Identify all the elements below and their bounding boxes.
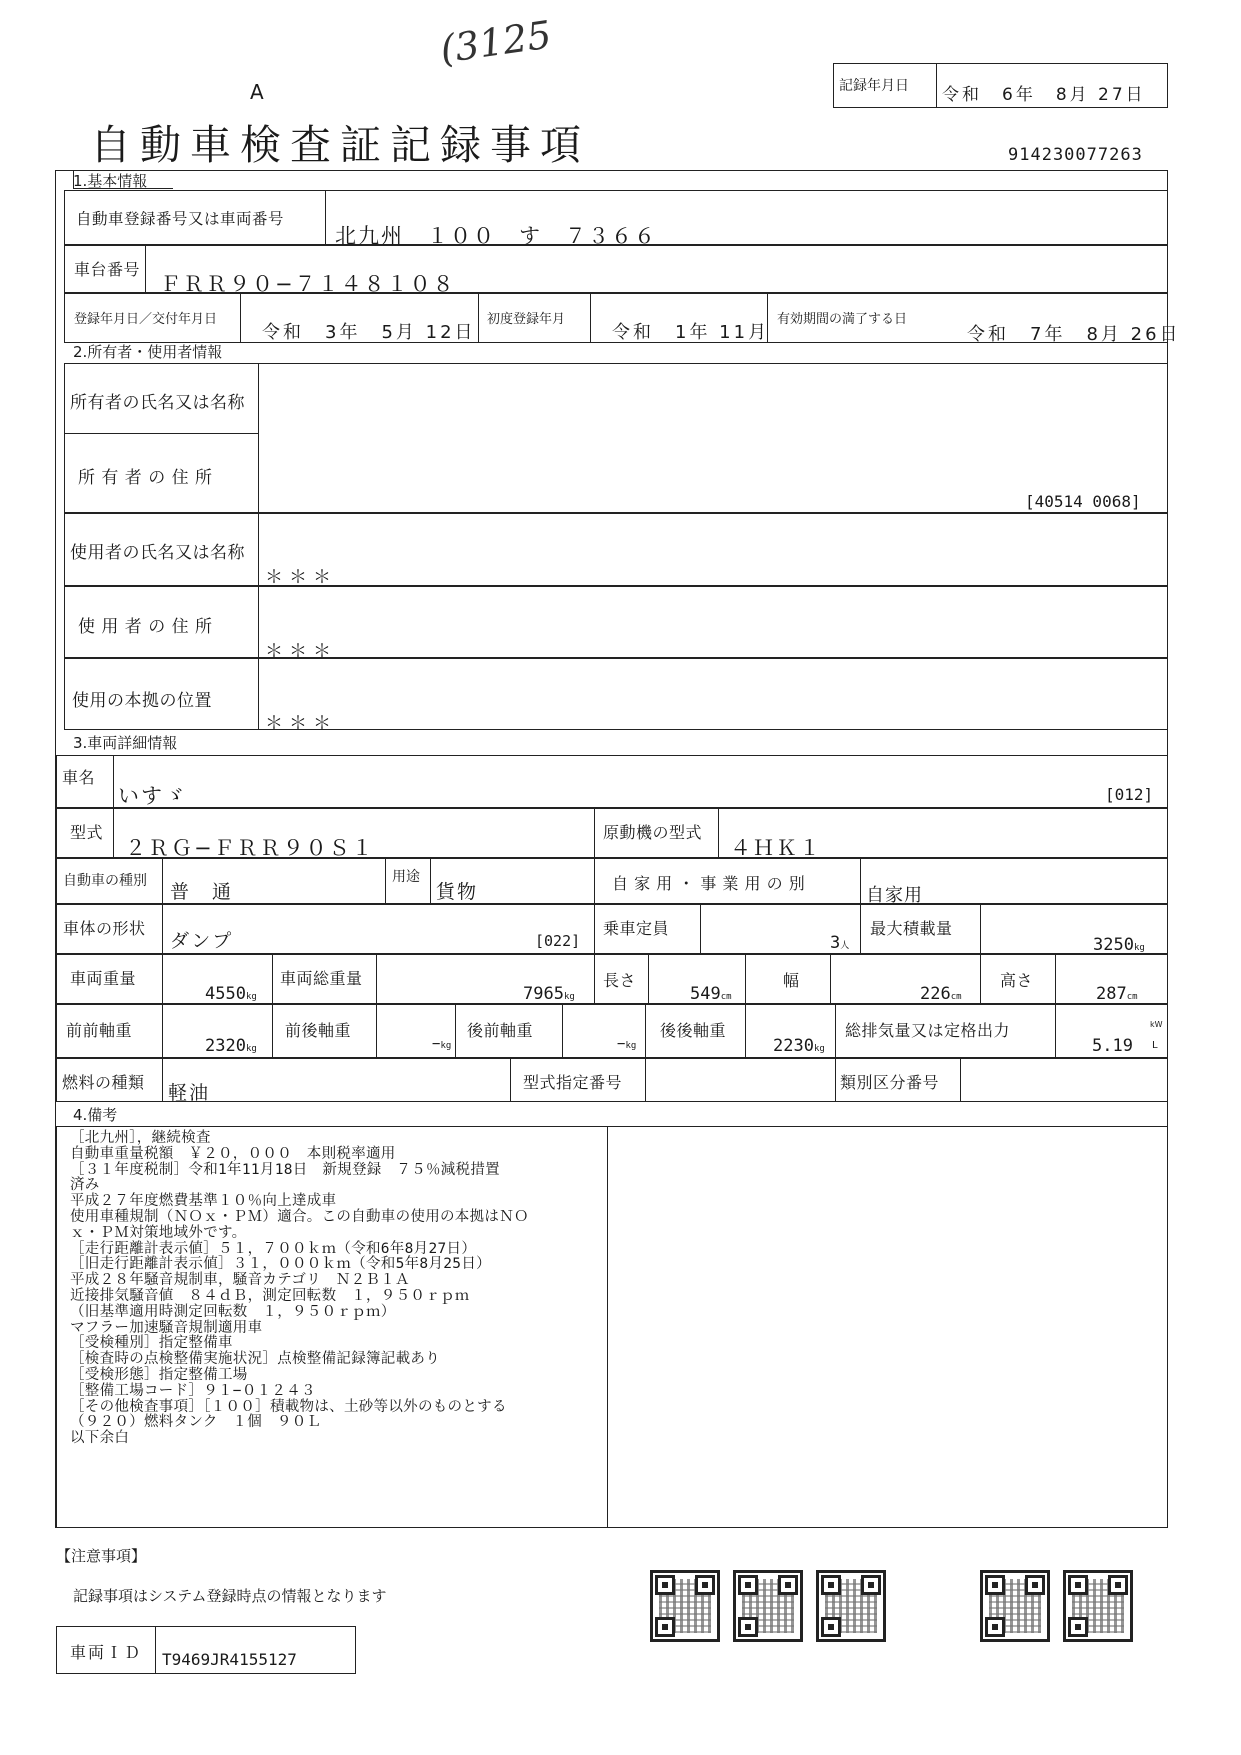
remarks-line: ｘ・ＰＭ対策地域外です。 <box>70 1224 247 1241</box>
capacity-value: 3人 <box>830 933 850 953</box>
owner-address-label: 所 有 者 の 住 所 <box>78 468 213 488</box>
chassis-number-value: ＦＲＲ９０−７１４８１０８ <box>160 272 456 296</box>
document-title: 自動車検査証記録事項 <box>90 121 590 169</box>
use-value: 貨物 <box>436 881 479 903</box>
length-label: 長さ <box>603 971 637 990</box>
remarks-line: （９２０）燃料タンク １個 ９０Ｌ <box>70 1414 322 1431</box>
business-use-value: 自家用 <box>866 885 923 906</box>
first-registration-label: 初度登録年月 <box>487 312 566 327</box>
notes-text: 記録事項はシステム登録時点の情報となります <box>73 1587 387 1605</box>
record-date-value: 令和 6年 8月 27日 <box>942 85 1146 105</box>
gross-weight-value: 7965kg <box>523 984 575 1004</box>
owner-name-label: 所有者の氏名又は名称 <box>70 393 245 413</box>
rear-rear-axle-value: 2230kg <box>773 1036 825 1056</box>
remarks-line: ［走行距離計表示値］５１，７００ｋｍ（令和6年8月27日） <box>70 1240 477 1257</box>
front-front-axle-value: 2320kg <box>205 1036 257 1056</box>
front-rear-axle-unit: kg <box>440 1041 452 1051</box>
user-address-value: ＊＊＊ <box>265 641 337 662</box>
body-shape-label: 車体の形状 <box>63 919 146 938</box>
type-designation-label: 型式指定番号 <box>523 1073 623 1092</box>
base-location-label: 使用の本拠の位置 <box>72 691 212 711</box>
height-value: 287cm <box>1096 984 1138 1004</box>
model-label: 型式 <box>70 823 104 842</box>
remarks-line: 平成２８年騒音規制車，騒音カテゴリ Ｎ２Ｂ１Ａ <box>70 1272 410 1289</box>
vehicle-id-label: 車両ＩＤ <box>70 1643 143 1662</box>
car-name-code: [012] <box>1105 785 1154 804</box>
remarks-line: ［３１年度税制］令和1年11月18日 新規登録 ７５％減税措置 <box>70 1161 500 1178</box>
front-front-axle-unit: kg <box>245 1044 257 1054</box>
registration-date-label: 登録年月日／交付年月日 <box>74 312 218 327</box>
rear-front-axle-unit: kg <box>625 1041 637 1051</box>
owner-block <box>64 363 1168 513</box>
capacity-label: 乗車定員 <box>603 919 670 938</box>
qr-code-2 <box>733 1570 803 1642</box>
remarks-line: ［検査時の点検整備実施状況］点検整備記録簿記載あり <box>70 1351 440 1368</box>
document-number: 914230077263 <box>1008 145 1143 165</box>
front-rear-axle-value: −kg <box>432 1036 452 1052</box>
qr-code-5 <box>1063 1570 1133 1642</box>
remarks-line: ［受検形態］指定整備工場 <box>70 1366 248 1383</box>
expiry-date-label: 有効期間の満了する日 <box>777 312 908 327</box>
engine-model-label: 原動機の型式 <box>603 823 703 842</box>
remarks-line: 以下余白 <box>70 1430 130 1447</box>
base-location-value: ＊＊＊ <box>265 713 337 734</box>
vehicle-weight-value: 4550kg <box>205 984 257 1004</box>
rear-front-axle-value: −kg <box>617 1036 637 1052</box>
displacement-unit-l: L <box>1152 1040 1158 1051</box>
handwritten-note: (3125 <box>437 12 555 72</box>
section-4-heading: 4.備考 <box>73 1106 118 1124</box>
displacement-value: 5.19 <box>1092 1036 1133 1056</box>
section-2-heading: 2.所有者・使用者情報 <box>73 343 223 361</box>
business-use-label: 自 家 用 ・ 事 業 用 の 別 <box>612 874 806 893</box>
body-shape-code: [022] <box>535 932 581 950</box>
remarks-line: 近接排気騒音値 ８４ｄＢ，測定回転数 １，９５０ｒｐｍ <box>70 1287 470 1304</box>
displacement-label: 総排気量又は定格出力 <box>845 1021 1011 1040</box>
chassis-number-label: 車台番号 <box>74 260 141 279</box>
user-name-label: 使用者の氏名又は名称 <box>70 543 245 563</box>
vehicle-kind-label: 自動車の種別 <box>63 873 147 889</box>
remarks-line: 自動車重量税額 ￥２０，０００ 本則税率適用 <box>70 1145 396 1162</box>
length-unit: cm <box>720 992 732 1002</box>
height-label: 高さ <box>1000 971 1034 990</box>
category-number-label: 類別区分番号 <box>840 1073 940 1092</box>
qr-code-4 <box>980 1570 1050 1642</box>
qr-code-3 <box>816 1570 886 1642</box>
width-label: 幅 <box>783 971 800 990</box>
displacement-unit-kw: kW <box>1150 1020 1163 1029</box>
rear-rear-axle-unit: kg <box>813 1044 825 1054</box>
rear-rear-axle-label: 後後軸重 <box>660 1021 727 1040</box>
gross-weight-unit: kg <box>563 992 575 1002</box>
user-name-value: ＊＊＊ <box>265 567 337 588</box>
registration-number-label: 自動車登録番号又は車両番号 <box>76 210 285 228</box>
base-location-row <box>64 658 1168 730</box>
engine-model-value: ４ＨＫ１ <box>730 836 822 860</box>
vehicle-weight-label: 車両重量 <box>70 969 137 988</box>
first-registration-value: 令和 1年 11月 <box>612 322 770 343</box>
car-name-label: 車名 <box>62 768 96 787</box>
qr-code-1 <box>650 1570 720 1642</box>
vehicle-weight-unit: kg <box>245 992 257 1002</box>
remarks-line: ［北九州］，継続検査 <box>70 1130 211 1146</box>
remarks-line: 使用車種規制（ＮＯｘ・ＰＭ）適合。この自動車の使用の本拠はＮＯ <box>70 1208 529 1225</box>
width-unit: cm <box>950 992 962 1002</box>
vehicle-id-value: T9469JR4155127 <box>162 1650 297 1669</box>
remarks-line: 済み <box>70 1177 100 1194</box>
copy-mark: A <box>250 80 264 104</box>
section-1-heading: 1.基本情報 <box>73 172 148 190</box>
use-label: 用途 <box>392 869 420 885</box>
remarks-line: （旧基準適用時測定回転数 １，９５０ｒｐｍ） <box>70 1303 396 1320</box>
record-date-label: 記録年月日 <box>839 78 909 94</box>
user-address-row <box>64 586 1168 658</box>
max-load-value: 3250kg <box>1093 935 1145 955</box>
remarks-line: ［整備工場コード］９１−０１２４３ <box>70 1382 316 1399</box>
car-name-value: いすゞ <box>118 784 187 808</box>
fuel-type-value: 軽油 <box>168 1082 211 1104</box>
vehicle-kind-value: 普 通 <box>170 881 234 903</box>
registration-date-value: 令和 3年 5月 12日 <box>262 322 476 343</box>
owner-address-code: [40514 0068] <box>1025 492 1141 511</box>
fuel-type-label: 燃料の種類 <box>62 1073 145 1092</box>
remarks-line: 平成２７年度燃費基準１０％向上達成車 <box>70 1193 337 1210</box>
front-front-axle-label: 前前軸重 <box>66 1021 133 1040</box>
height-unit: cm <box>1126 992 1138 1002</box>
model-value: ２ＲＧ−ＦＲＲ９０Ｓ１ <box>125 836 375 860</box>
registration-number-value: 北九州 １００ す ７３６６ <box>335 224 657 248</box>
body-shape-value: ダンプ <box>170 930 234 952</box>
capacity-unit: 人 <box>840 941 850 951</box>
notes-heading: 【注意事項】 <box>56 1547 147 1565</box>
car-name-row <box>56 755 1168 808</box>
length-value: 549cm <box>690 984 732 1004</box>
expiry-date-value: 令和 7年 8月 26日 <box>967 324 1181 345</box>
max-load-unit: kg <box>1133 943 1145 953</box>
gross-weight-label: 車両総重量 <box>280 969 363 988</box>
remarks-text <box>70 1131 529 1447</box>
remarks-line: マフラー加速騒音規制適用車 <box>70 1319 263 1336</box>
remarks-line: ［受検種別］指定整備車 <box>70 1335 233 1352</box>
front-rear-axle-label: 前後軸重 <box>285 1021 352 1040</box>
max-load-label: 最大積載量 <box>870 919 953 938</box>
rear-front-axle-label: 後前軸重 <box>467 1021 534 1040</box>
remarks-line: ［旧走行距離計表示値］３１，０００ｋｍ（令和5年8月25日） <box>70 1256 491 1273</box>
width-value: 226cm <box>920 984 962 1004</box>
user-address-label: 使 用 者 の 住 所 <box>78 617 213 637</box>
section-3-heading: 3.車両詳細情報 <box>73 734 178 752</box>
remarks-line: ［その他検査事項］［１００］積載物は、土砂等以外のものとする <box>70 1398 507 1415</box>
